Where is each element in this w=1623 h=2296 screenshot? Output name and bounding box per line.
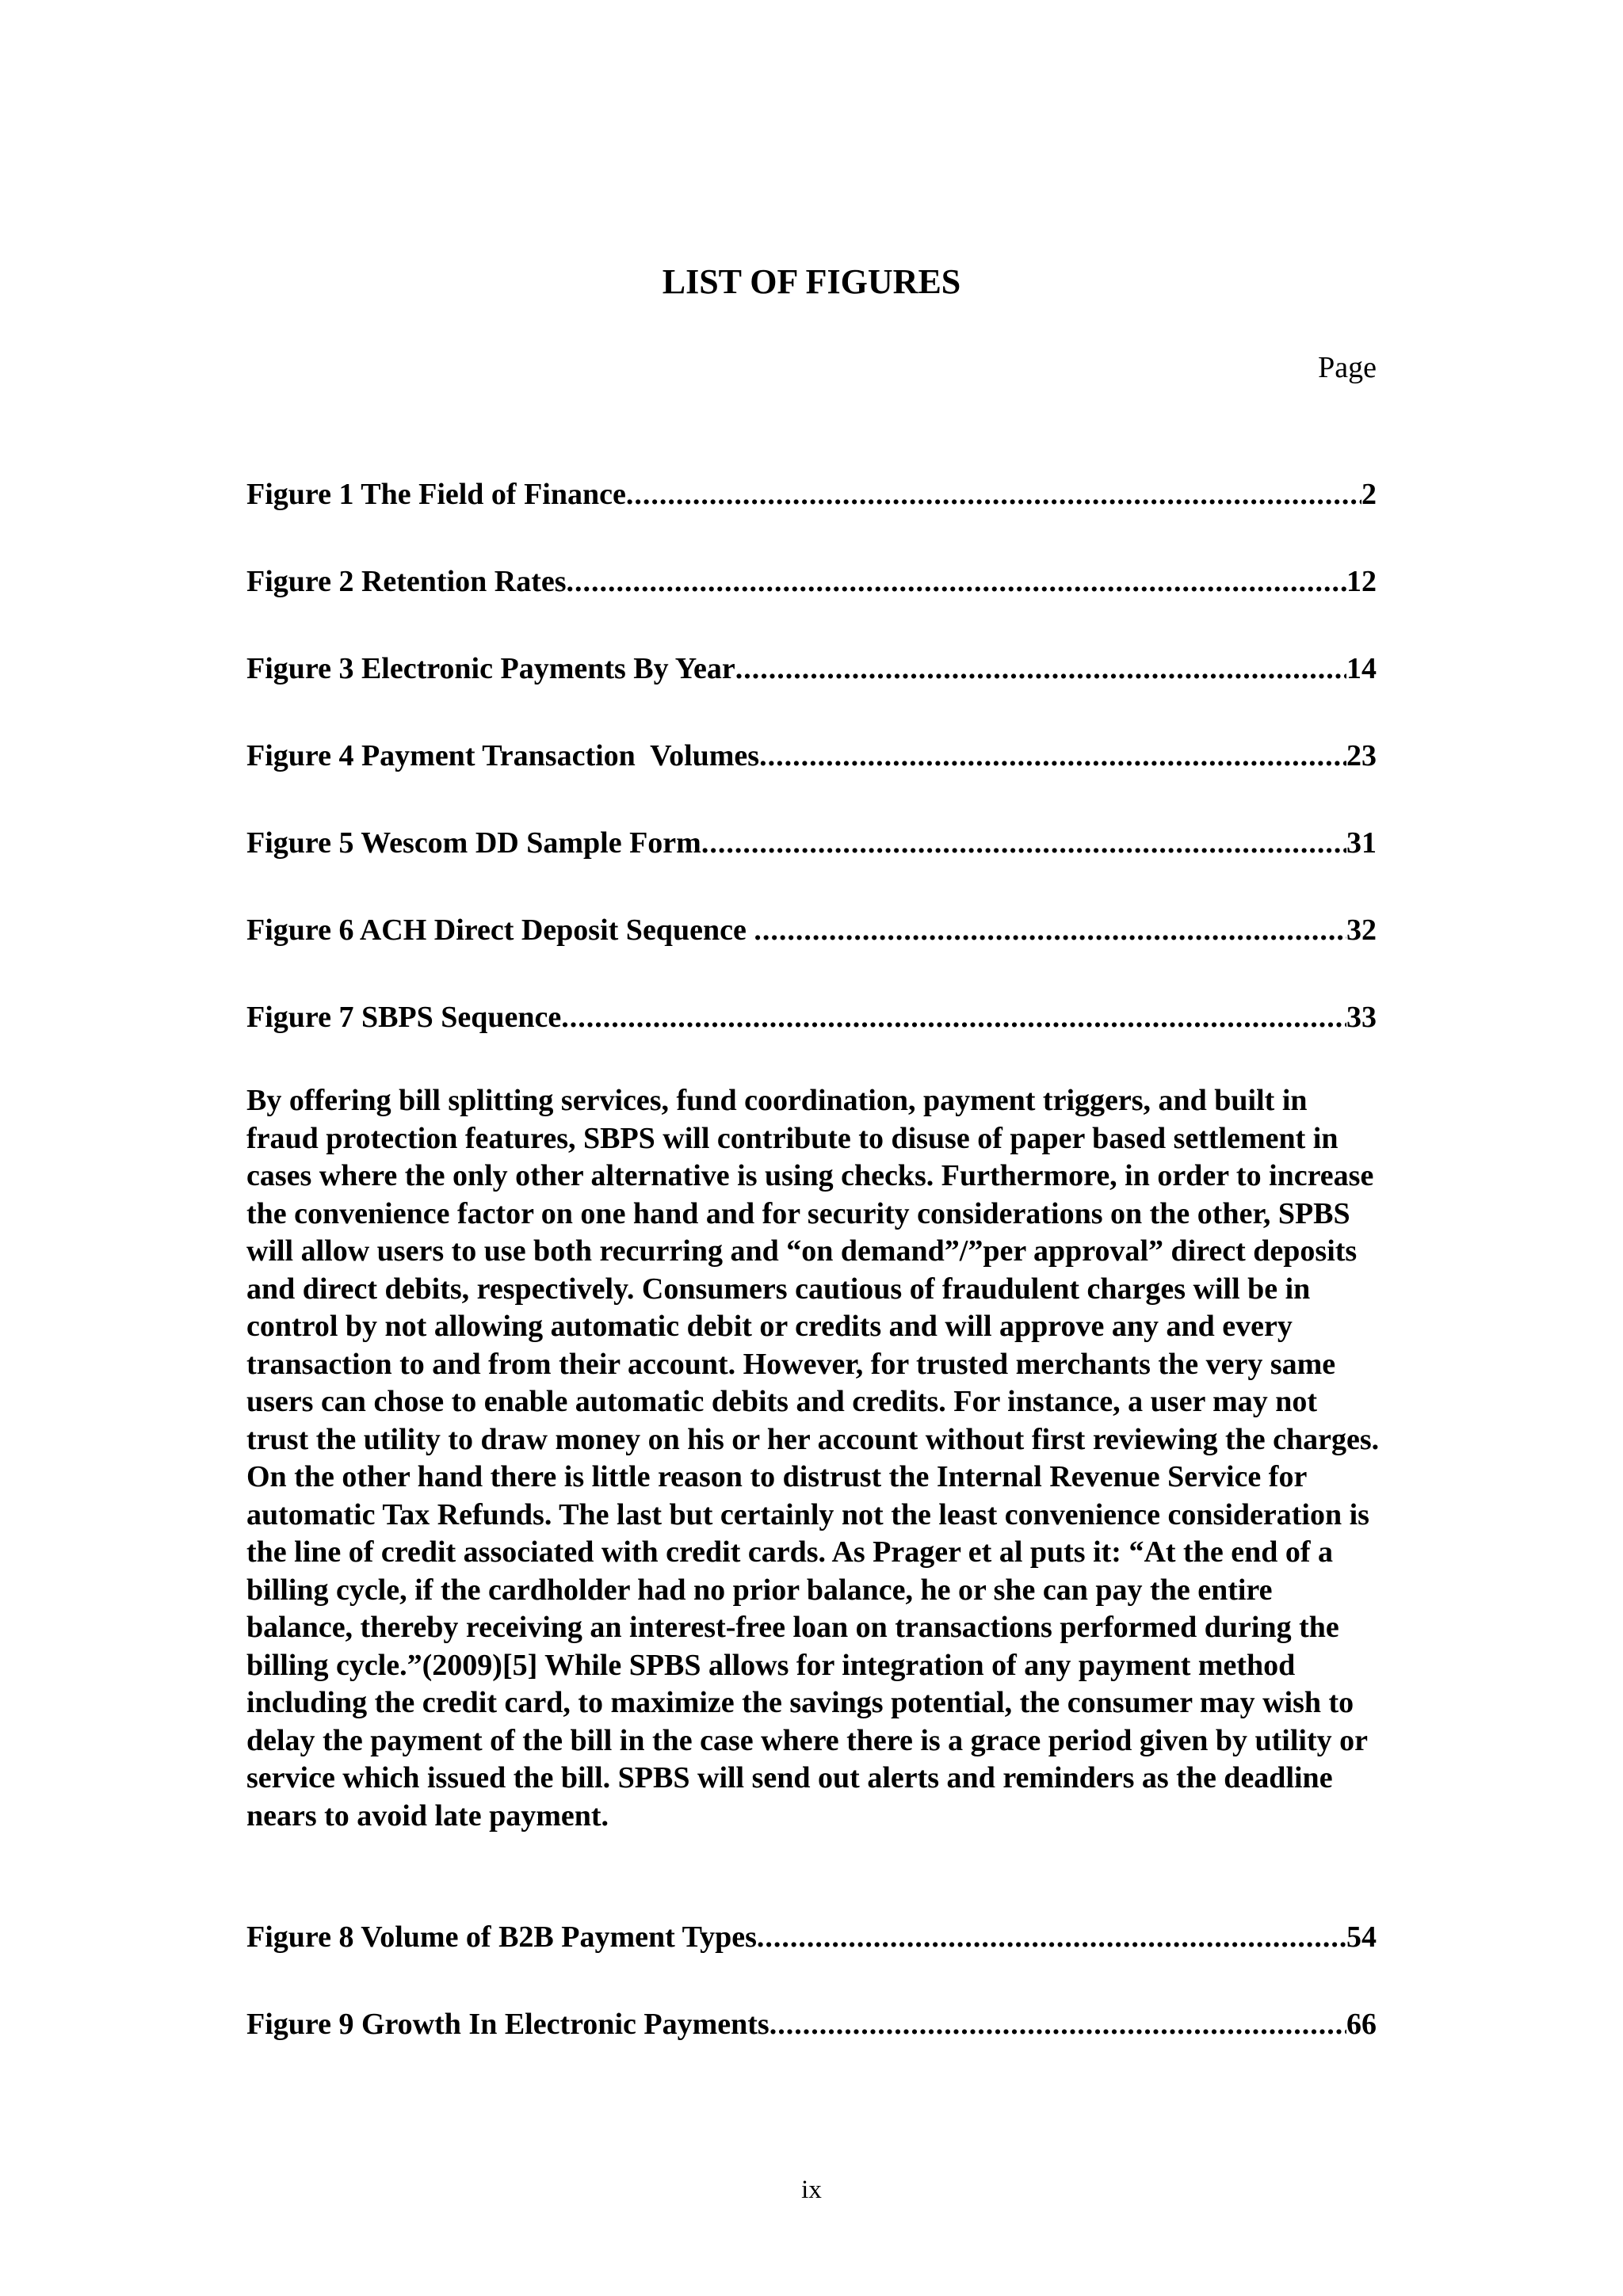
dot-leader	[769, 2003, 1346, 2046]
figure-entry[interactable]	[246, 473, 1377, 516]
figure-entry[interactable]	[246, 2003, 1377, 2046]
page-number-footer: ix	[801, 2176, 822, 2204]
figure-page-number: 33	[1346, 1001, 1377, 1034]
figure-page-number: 14	[1346, 652, 1377, 685]
figure-label: Figure 1 The Field of Finance	[246, 478, 626, 511]
body-paragraph: By offering bill splitting services, fund coordination, payment triggers, and built in fraud protection features, SBPS will contribute to disuse of paper based settlement in cases where the only other alternative is using checks. Furthermore, in order to increase the convenience factor on one hand and for security considerations on the other, SPBS will allow users to use both recurring and “on demand”/”per approval” direct deposits and direct debits, respectively. Consumers cautious of fraudulent charges will be in control by not allowing automatic debit or credits and will approve any and every transaction to and from their account. However, for trusted merchants the very same users can chose to enable automatic debits and credits. For instance, a user may not trust the utility to draw money on his or her account without first reviewing the charges. On the other hand there is little reason to distrust the Internal Revenue Service for automatic Tax Refunds. The last but certainly not the least convenience consideration is the line of credit associated with credit cards. As Prager et al puts it: “At the end of a billing cycle, if the cardholder had no prior balance, he or she can pay the entire balance, thereby receiving an interest-free loan on transactions performed during the billing cycle.”(2009)[5] While SPBS allows for integration of any payment method including the credit card, to maximize the savings potential, the consumer may wish to delay the payment of the bill in the case where there is a grace period given by utility or service which issued the bill. SPBS will send out alerts and reminders as the deadline nears to avoid late payment.	[246, 1084, 1380, 1833]
figure-page-number: 31	[1346, 826, 1377, 860]
figure-label: Figure 9 Growth In Electronic Payments	[246, 2008, 769, 2041]
dot-leader	[567, 560, 1346, 603]
dot-leader	[626, 473, 1361, 516]
figure-label: Figure 4 Payment Transaction Volumes	[246, 739, 760, 772]
dot-leader	[759, 734, 1346, 777]
figure-label: Figure 3 Electronic Payments By Year	[246, 652, 735, 685]
dot-leader	[735, 647, 1346, 690]
figure-page-number: 66	[1346, 2008, 1377, 2041]
figure-label: Figure 2 Retention Rates	[246, 565, 567, 598]
figure-page-number: 32	[1346, 913, 1377, 947]
dot-leader	[757, 1916, 1346, 1958]
dot-leader	[701, 822, 1346, 864]
figure-entry[interactable]	[246, 822, 1377, 864]
figure-entry[interactable]	[246, 996, 1377, 1039]
figure-label: Figure 8 Volume of B2B Payment Types	[246, 1920, 757, 1954]
figure-entry[interactable]	[246, 560, 1377, 603]
figure-page-number: 54	[1346, 1920, 1377, 1954]
page-column-heading: Page	[1318, 351, 1377, 384]
dot-leader	[754, 909, 1346, 952]
page-title: LIST OF FIGURES	[662, 262, 961, 301]
figure-page-number: 2	[1361, 478, 1377, 511]
figure-page-number: 23	[1346, 739, 1377, 772]
figure-entry[interactable]	[246, 734, 1377, 777]
figure-entry[interactable]	[246, 909, 1377, 952]
figure-page-number: 12	[1346, 565, 1377, 598]
figure-entry[interactable]	[246, 647, 1377, 690]
dot-leader	[561, 996, 1346, 1039]
figure-entry[interactable]	[246, 1916, 1377, 1958]
figure-label: Figure 6 ACH Direct Deposit Sequence	[246, 913, 754, 947]
figure-label: Figure 5 Wescom DD Sample Form	[246, 826, 701, 860]
figure-label: Figure 7 SBPS Sequence	[246, 1001, 562, 1034]
